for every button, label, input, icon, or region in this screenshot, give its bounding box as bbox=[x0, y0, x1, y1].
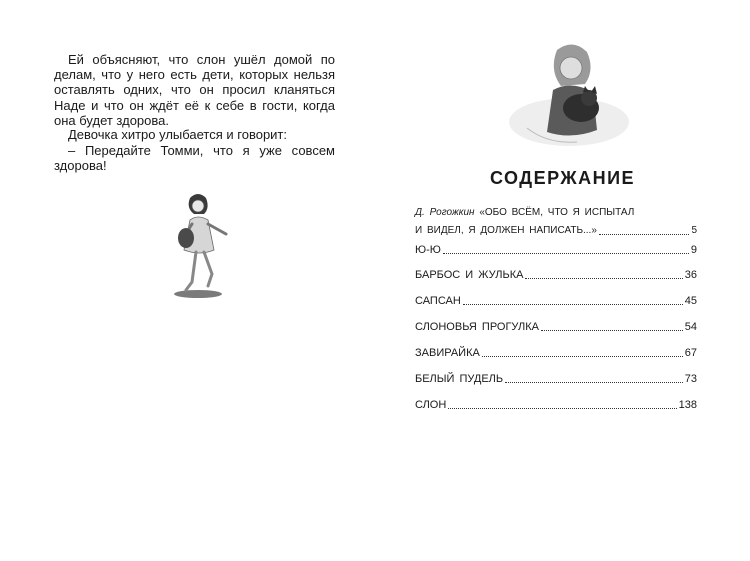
toc-entry-label: СЛОНОВЬЯ ПРОГУЛКА bbox=[415, 321, 540, 333]
toc-page-number: 9 bbox=[690, 244, 697, 256]
toc-page-number: 5 bbox=[691, 225, 697, 236]
toc-entry-label: СЛОН bbox=[415, 399, 447, 411]
toc-dot-leader bbox=[463, 303, 683, 305]
toc-page-number: 67 bbox=[684, 347, 697, 359]
toc-entry[interactable] bbox=[415, 371, 697, 387]
toc-author: Д. Рогожкин bbox=[415, 207, 475, 218]
toc-entry-label: БАРБОС И ЖУЛЬКА bbox=[415, 269, 524, 281]
toc-page-number: 45 bbox=[684, 295, 697, 307]
toc-page-number: 138 bbox=[678, 399, 697, 411]
toc-page-number: 54 bbox=[684, 321, 697, 333]
toc-dot-leader bbox=[505, 381, 683, 383]
toc-dot-leader bbox=[448, 407, 676, 409]
toc-entry[interactable] bbox=[415, 345, 697, 361]
toc-dot-leader bbox=[525, 277, 682, 279]
story-paragraph: – Передайте Томми, что я уже совсем здорова! bbox=[54, 143, 335, 174]
toc-entry[interactable] bbox=[415, 293, 697, 309]
dancing-girl-illustration bbox=[160, 190, 235, 300]
toc-entry-first[interactable] bbox=[415, 204, 697, 240]
toc-page-number: 36 bbox=[684, 269, 697, 281]
toc-entry-label: «ОБО ВСЁМ, ЧТО Я ИСПЫТАЛ bbox=[479, 207, 635, 218]
toc-entry-label: БЕЛЫЙ ПУДЕЛЬ bbox=[415, 373, 504, 385]
toc-entry-label: САПСАН bbox=[415, 295, 461, 307]
toc-dot-leader bbox=[443, 252, 689, 254]
toc-entry-label: Ю-Ю bbox=[415, 244, 441, 256]
toc-page-number: 73 bbox=[684, 373, 697, 385]
toc-dot-leader bbox=[599, 233, 690, 235]
story-paragraph: Ей объясняют, что слон ушёл домой по делам, что у него есть дети, которых нельзя оставлять одних, что он просил кланяться Наде и что он ждёт её к себе в гости, когда она будет здорова. bbox=[54, 52, 335, 128]
toc-entry[interactable] bbox=[415, 267, 697, 283]
toc-title: СОДЕРЖАНИЕ bbox=[489, 168, 636, 188]
toc-dot-leader bbox=[541, 329, 683, 331]
toc-entry[interactable] bbox=[415, 242, 697, 258]
right-page bbox=[375, 0, 750, 561]
toc-entry-label: И ВИДЕЛ, Я ДОЛЖЕН НАПИСАТЬ...» bbox=[415, 225, 597, 236]
story-paragraph: Девочка хитро улыбается и говорит: bbox=[68, 127, 288, 142]
girl-with-cat-illustration bbox=[507, 40, 637, 150]
toc-entry[interactable] bbox=[415, 319, 697, 335]
toc-entry[interactable] bbox=[415, 397, 697, 413]
toc-dot-leader bbox=[482, 355, 683, 357]
toc-entry-label: ЗАВИРАЙКА bbox=[415, 347, 480, 359]
